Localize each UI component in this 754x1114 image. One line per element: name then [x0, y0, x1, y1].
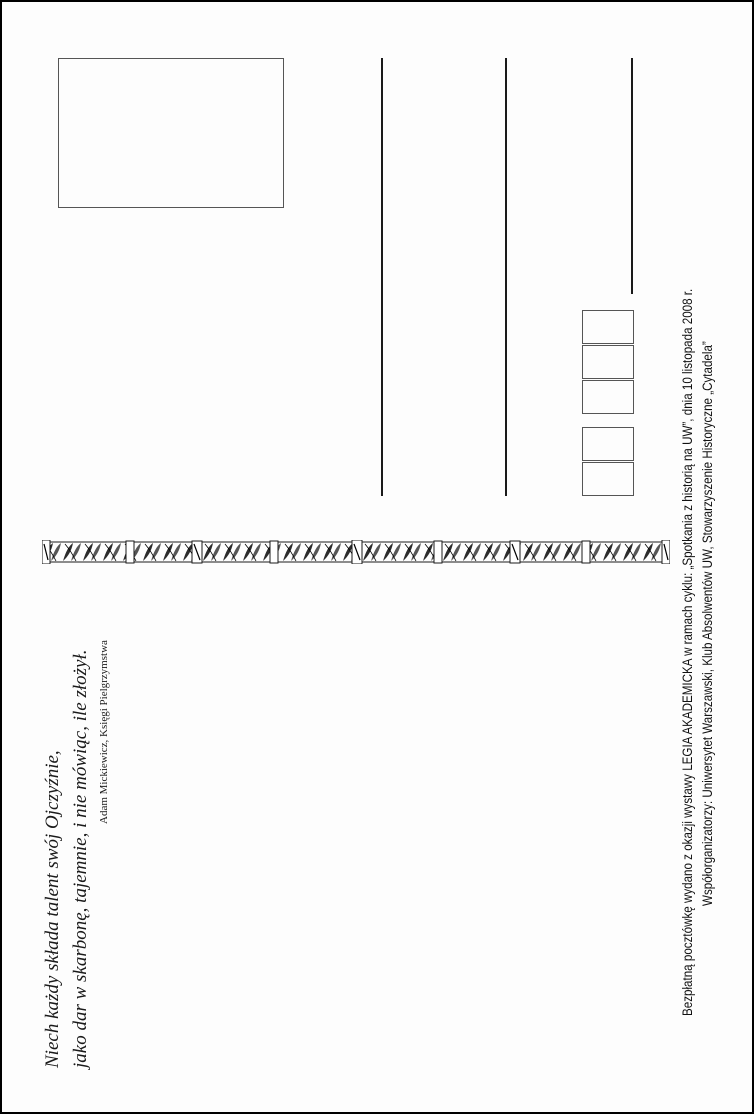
address-line [381, 58, 383, 496]
quote-line-1: Niech każdy składa talent swój Ojczyźnie, [42, 750, 63, 1068]
footer-line-2: Współorganizatorzy: Uniwersytet Warszawski, Klub Absolwentów UW, Stowarzyszenie Historyczne „Cytadela” [700, 341, 715, 906]
decorative-laurel-divider-icon [42, 540, 670, 564]
postal-code-box [582, 462, 634, 496]
postal-code-box [582, 345, 634, 379]
postal-code-box [582, 310, 634, 344]
footer-line-1: Bezpłatną pocztówkę wydano z okazji wystawy LEGIA AKADEMICKA w ramach cyklu: „Spotkania z historią na UW”, dnia 10 listopada 2008 r. [680, 288, 695, 1017]
postal-code-box [582, 380, 634, 414]
quote-attribution: Adam Mickiewicz, Księgi Pielgrzymstwa [98, 640, 110, 824]
address-line [505, 58, 507, 496]
address-line [631, 58, 633, 294]
postal-code-box [582, 427, 634, 461]
stamp-box [58, 58, 284, 208]
quote-line-2: jako dar w skarbonę, tajemnie, i nie mówiąc, ile złożył. [70, 649, 91, 1068]
